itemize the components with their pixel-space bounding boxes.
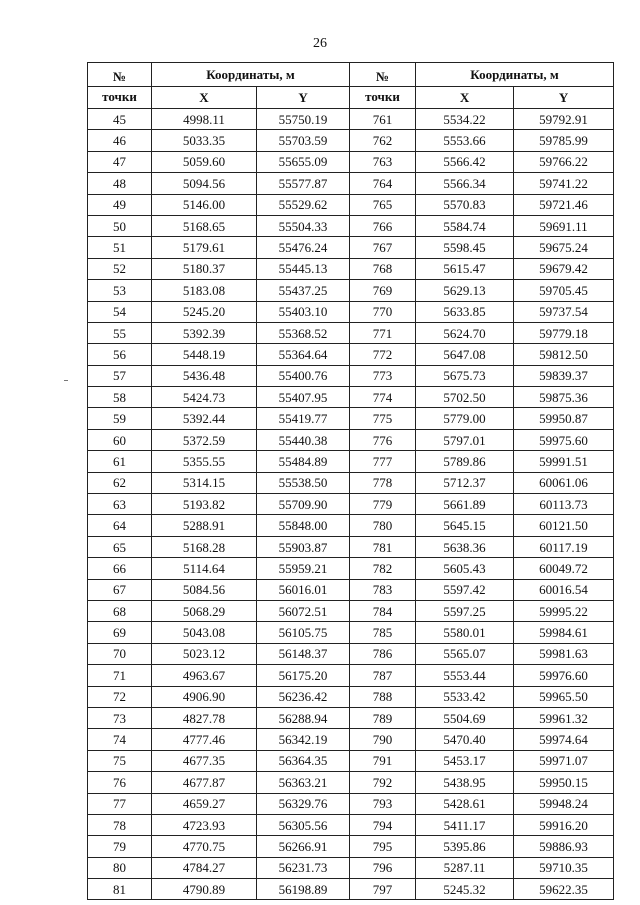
point-number-right: 765 [350, 194, 416, 215]
x-value-left: 5146.00 [152, 194, 257, 215]
x-value-right: 5453.17 [416, 750, 514, 771]
table-row [88, 301, 614, 322]
table-row [88, 665, 614, 686]
point-number-left: 62 [88, 472, 152, 493]
y-value-left: 56236.42 [257, 686, 350, 707]
y-value-left: 56364.35 [257, 750, 350, 771]
y-value-left: 56363.21 [257, 772, 350, 793]
x-value-right: 5797.01 [416, 429, 514, 450]
x-value-left: 5372.59 [152, 429, 257, 450]
header-row-top [88, 63, 614, 87]
y-value-left: 56016.01 [257, 579, 350, 600]
table-row [88, 387, 614, 408]
y-value-right: 59766.22 [514, 151, 614, 172]
point-number-left: 79 [88, 836, 152, 857]
stray-mark [64, 380, 68, 381]
point-number-right: 794 [350, 814, 416, 835]
point-number-right: 761 [350, 109, 416, 130]
y-value-right: 60113.73 [514, 494, 614, 515]
y-value-right: 60117.19 [514, 536, 614, 557]
x-value-right: 5645.15 [416, 515, 514, 536]
point-number-left: 65 [88, 536, 152, 557]
y-value-left: 55364.64 [257, 344, 350, 365]
point-number-left: 78 [88, 814, 152, 835]
y-value-right: 59916.20 [514, 814, 614, 835]
table-row [88, 857, 614, 878]
y-value-right: 59785.99 [514, 130, 614, 151]
table-row [88, 451, 614, 472]
y-value-left: 55476.24 [257, 237, 350, 258]
x-value-left: 5355.55 [152, 451, 257, 472]
point-number-left: 71 [88, 665, 152, 686]
point-number-right: 771 [350, 322, 416, 343]
point-number-left: 63 [88, 494, 152, 515]
point-number-left: 50 [88, 215, 152, 236]
point-number-right: 762 [350, 130, 416, 151]
point-number-left: 53 [88, 280, 152, 301]
x-value-left: 5193.82 [152, 494, 257, 515]
x-value-right: 5702.50 [416, 387, 514, 408]
point-number-left: 66 [88, 558, 152, 579]
table-row [88, 494, 614, 515]
y-value-right: 60061.06 [514, 472, 614, 493]
point-number-right: 776 [350, 429, 416, 450]
y-value-left: 55709.90 [257, 494, 350, 515]
x-value-right: 5428.61 [416, 793, 514, 814]
y-value-left: 55403.10 [257, 301, 350, 322]
point-number-left: 74 [88, 729, 152, 750]
point-number-right: 774 [350, 387, 416, 408]
point-number-left: 64 [88, 515, 152, 536]
point-number-left: 48 [88, 173, 152, 194]
coordinates-header-left: Координаты, м [152, 63, 350, 87]
point-number-left: 52 [88, 258, 152, 279]
y-value-left: 55445.13 [257, 258, 350, 279]
y-value-left: 55655.09 [257, 151, 350, 172]
x-value-left: 5084.56 [152, 579, 257, 600]
point-number-left: 55 [88, 322, 152, 343]
point-number-right: 796 [350, 857, 416, 878]
point-number-right: 785 [350, 622, 416, 643]
x-value-left: 5180.37 [152, 258, 257, 279]
y-value-right: 59974.64 [514, 729, 614, 750]
coordinates-table [87, 62, 614, 900]
x-value-left: 5033.35 [152, 130, 257, 151]
x-value-right: 5789.86 [416, 451, 514, 472]
x-value-left: 5436.48 [152, 365, 257, 386]
point-number-left: 47 [88, 151, 152, 172]
y-value-left: 55529.62 [257, 194, 350, 215]
x-value-left: 4963.67 [152, 665, 257, 686]
point-number-left: 68 [88, 600, 152, 621]
y-value-right: 59737.54 [514, 301, 614, 322]
y-value-right: 59691.11 [514, 215, 614, 236]
table-row [88, 237, 614, 258]
point-number-right: 792 [350, 772, 416, 793]
point-number-left: 45 [88, 109, 152, 130]
y-value-left: 56266.91 [257, 836, 350, 857]
y-value-right: 60049.72 [514, 558, 614, 579]
x-value-left: 4777.46 [152, 729, 257, 750]
x-value-right: 5470.40 [416, 729, 514, 750]
y-value-left: 55504.33 [257, 215, 350, 236]
y-value-right: 59984.61 [514, 622, 614, 643]
point-number-left: 80 [88, 857, 152, 878]
y-value-left: 55407.95 [257, 387, 350, 408]
x-value-left: 5392.44 [152, 408, 257, 429]
table-row [88, 194, 614, 215]
y-value-right: 59839.37 [514, 365, 614, 386]
point-number-left: 67 [88, 579, 152, 600]
table-row [88, 729, 614, 750]
table-row [88, 879, 614, 900]
x-value-right: 5615.47 [416, 258, 514, 279]
point-number-right: 770 [350, 301, 416, 322]
x-value-right: 5438.95 [416, 772, 514, 793]
point-number-right: 768 [350, 258, 416, 279]
y-value-right: 59741.22 [514, 173, 614, 194]
x-value-left: 5288.91 [152, 515, 257, 536]
x-value-right: 5565.07 [416, 643, 514, 664]
x-value-left: 5245.20 [152, 301, 257, 322]
x-value-right: 5580.01 [416, 622, 514, 643]
y-value-left: 55437.25 [257, 280, 350, 301]
y-value-right: 59721.46 [514, 194, 614, 215]
table-row [88, 814, 614, 835]
y-value-right: 59950.15 [514, 772, 614, 793]
point-number-right: 793 [350, 793, 416, 814]
y-value-right: 59961.32 [514, 707, 614, 728]
coordinates-header-right: Координаты, м [416, 63, 614, 87]
point-number-left: 70 [88, 643, 152, 664]
x-value-left: 5114.64 [152, 558, 257, 579]
point-number-right: 773 [350, 365, 416, 386]
table-row [88, 280, 614, 301]
x-value-left: 5043.08 [152, 622, 257, 643]
x-value-left: 5314.15 [152, 472, 257, 493]
x-value-left: 5424.73 [152, 387, 257, 408]
table-row [88, 836, 614, 857]
y-value-left: 55419.77 [257, 408, 350, 429]
x-value-right: 5779.00 [416, 408, 514, 429]
table-row [88, 750, 614, 771]
table-row [88, 151, 614, 172]
y-value-right: 59995.22 [514, 600, 614, 621]
x-value-right: 5712.37 [416, 472, 514, 493]
y-value-right: 59991.51 [514, 451, 614, 472]
y-value-left: 55400.76 [257, 365, 350, 386]
point-number-header-right: № [350, 63, 416, 87]
header-row-bottom [88, 87, 614, 109]
point-number-left: 73 [88, 707, 152, 728]
y-value-right: 59779.18 [514, 322, 614, 343]
x-value-left: 4784.27 [152, 857, 257, 878]
table-row [88, 429, 614, 450]
point-label-header-right: точки [350, 87, 416, 109]
x-value-left: 4790.89 [152, 879, 257, 900]
table-row [88, 344, 614, 365]
point-number-right: 778 [350, 472, 416, 493]
y-value-left: 56342.19 [257, 729, 350, 750]
point-number-right: 786 [350, 643, 416, 664]
table-row [88, 258, 614, 279]
y-value-right: 59679.42 [514, 258, 614, 279]
table-row [88, 707, 614, 728]
point-number-right: 783 [350, 579, 416, 600]
point-number-right: 790 [350, 729, 416, 750]
y-value-left: 55703.59 [257, 130, 350, 151]
y-value-right: 59675.24 [514, 237, 614, 258]
x-value-right: 5395.86 [416, 836, 514, 857]
point-number-right: 775 [350, 408, 416, 429]
x-value-right: 5533.42 [416, 686, 514, 707]
y-value-left: 55368.52 [257, 322, 350, 343]
point-number-left: 54 [88, 301, 152, 322]
x-value-left: 4723.93 [152, 814, 257, 835]
table-row [88, 130, 614, 151]
table-row [88, 472, 614, 493]
x-value-right: 5504.69 [416, 707, 514, 728]
point-number-header-left: № [88, 63, 152, 87]
table-row [88, 622, 614, 643]
y-value-right: 59965.50 [514, 686, 614, 707]
table-row [88, 686, 614, 707]
table-row [88, 772, 614, 793]
y-value-right: 59950.87 [514, 408, 614, 429]
x-value-left: 4827.78 [152, 707, 257, 728]
x-value-left: 5179.61 [152, 237, 257, 258]
point-number-left: 51 [88, 237, 152, 258]
y-value-right: 60016.54 [514, 579, 614, 600]
point-number-left: 61 [88, 451, 152, 472]
table-row [88, 600, 614, 621]
point-number-right: 791 [350, 750, 416, 771]
point-number-right: 772 [350, 344, 416, 365]
table-row [88, 365, 614, 386]
y-value-right: 59875.36 [514, 387, 614, 408]
x-value-left: 5094.56 [152, 173, 257, 194]
point-number-left: 75 [88, 750, 152, 771]
point-number-left: 49 [88, 194, 152, 215]
y-value-left: 56175.20 [257, 665, 350, 686]
x-value-left: 5023.12 [152, 643, 257, 664]
point-number-left: 57 [88, 365, 152, 386]
point-number-left: 56 [88, 344, 152, 365]
x-value-left: 5059.60 [152, 151, 257, 172]
x-value-right: 5598.45 [416, 237, 514, 258]
y-header-left: Y [257, 87, 350, 109]
y-value-left: 55538.50 [257, 472, 350, 493]
x-value-right: 5633.85 [416, 301, 514, 322]
x-value-left: 5183.08 [152, 280, 257, 301]
y-value-left: 55484.89 [257, 451, 350, 472]
y-value-right: 59705.45 [514, 280, 614, 301]
x-value-left: 4770.75 [152, 836, 257, 857]
point-number-left: 59 [88, 408, 152, 429]
table-row [88, 515, 614, 536]
point-number-right: 789 [350, 707, 416, 728]
x-value-right: 5675.73 [416, 365, 514, 386]
page-number: 26 [313, 36, 327, 51]
table-row [88, 173, 614, 194]
table-row [88, 579, 614, 600]
x-value-right: 5597.42 [416, 579, 514, 600]
point-number-right: 777 [350, 451, 416, 472]
y-value-left: 55903.87 [257, 536, 350, 557]
table-row [88, 322, 614, 343]
y-value-left: 56072.51 [257, 600, 350, 621]
point-number-left: 58 [88, 387, 152, 408]
point-number-left: 76 [88, 772, 152, 793]
point-number-right: 767 [350, 237, 416, 258]
y-value-left: 56105.75 [257, 622, 350, 643]
x-value-right: 5638.36 [416, 536, 514, 557]
x-value-right: 5245.32 [416, 879, 514, 900]
y-value-right: 60121.50 [514, 515, 614, 536]
x-value-right: 5566.42 [416, 151, 514, 172]
table-row [88, 643, 614, 664]
table-row [88, 109, 614, 130]
point-number-right: 779 [350, 494, 416, 515]
point-label-header-left: точки [88, 87, 152, 109]
point-number-left: 69 [88, 622, 152, 643]
point-number-right: 766 [350, 215, 416, 236]
table-row [88, 793, 614, 814]
y-value-right: 59886.93 [514, 836, 614, 857]
y-value-right: 59948.24 [514, 793, 614, 814]
point-number-left: 60 [88, 429, 152, 450]
x-value-right: 5553.66 [416, 130, 514, 151]
x-value-left: 5448.19 [152, 344, 257, 365]
y-value-left: 56288.94 [257, 707, 350, 728]
y-value-right: 59710.35 [514, 857, 614, 878]
point-number-left: 46 [88, 130, 152, 151]
y-value-left: 56329.76 [257, 793, 350, 814]
x-header-left: X [152, 87, 257, 109]
point-number-right: 795 [350, 836, 416, 857]
x-value-right: 5553.44 [416, 665, 514, 686]
x-value-right: 5566.34 [416, 173, 514, 194]
y-value-right: 59981.63 [514, 643, 614, 664]
x-header-right: X [416, 87, 514, 109]
point-number-right: 769 [350, 280, 416, 301]
table-row [88, 408, 614, 429]
y-value-right: 59812.50 [514, 344, 614, 365]
table-row [88, 215, 614, 236]
y-value-right: 59976.60 [514, 665, 614, 686]
y-value-left: 56305.56 [257, 814, 350, 835]
y-value-left: 55577.87 [257, 173, 350, 194]
y-value-right: 59975.60 [514, 429, 614, 450]
x-value-right: 5605.43 [416, 558, 514, 579]
point-number-right: 788 [350, 686, 416, 707]
y-value-left: 56231.73 [257, 857, 350, 878]
x-value-right: 5584.74 [416, 215, 514, 236]
point-number-right: 784 [350, 600, 416, 621]
x-value-right: 5570.83 [416, 194, 514, 215]
point-number-right: 780 [350, 515, 416, 536]
y-value-left: 55750.19 [257, 109, 350, 130]
x-value-left: 4677.35 [152, 750, 257, 771]
y-header-right: Y [514, 87, 614, 109]
y-value-left: 56148.37 [257, 643, 350, 664]
point-number-left: 72 [88, 686, 152, 707]
y-value-right: 59971.07 [514, 750, 614, 771]
x-value-right: 5411.17 [416, 814, 514, 835]
x-value-left: 4659.27 [152, 793, 257, 814]
x-value-left: 4998.11 [152, 109, 257, 130]
y-value-right: 59792.91 [514, 109, 614, 130]
x-value-right: 5629.13 [416, 280, 514, 301]
x-value-left: 5168.28 [152, 536, 257, 557]
table-row [88, 558, 614, 579]
y-value-right: 59622.35 [514, 879, 614, 900]
point-number-right: 787 [350, 665, 416, 686]
x-value-left: 4906.90 [152, 686, 257, 707]
x-value-right: 5534.22 [416, 109, 514, 130]
table-row [88, 536, 614, 557]
y-value-left: 56198.89 [257, 879, 350, 900]
point-number-right: 764 [350, 173, 416, 194]
x-value-right: 5287.11 [416, 857, 514, 878]
x-value-right: 5661.89 [416, 494, 514, 515]
x-value-right: 5647.08 [416, 344, 514, 365]
x-value-right: 5624.70 [416, 322, 514, 343]
x-value-left: 4677.87 [152, 772, 257, 793]
x-value-left: 5068.29 [152, 600, 257, 621]
x-value-right: 5597.25 [416, 600, 514, 621]
x-value-left: 5392.39 [152, 322, 257, 343]
point-number-left: 77 [88, 793, 152, 814]
y-value-left: 55440.38 [257, 429, 350, 450]
y-value-left: 55848.00 [257, 515, 350, 536]
point-number-left: 81 [88, 879, 152, 900]
point-number-right: 763 [350, 151, 416, 172]
point-number-right: 797 [350, 879, 416, 900]
table-body [88, 109, 614, 900]
point-number-right: 781 [350, 536, 416, 557]
x-value-left: 5168.65 [152, 215, 257, 236]
y-value-left: 55959.21 [257, 558, 350, 579]
point-number-right: 782 [350, 558, 416, 579]
